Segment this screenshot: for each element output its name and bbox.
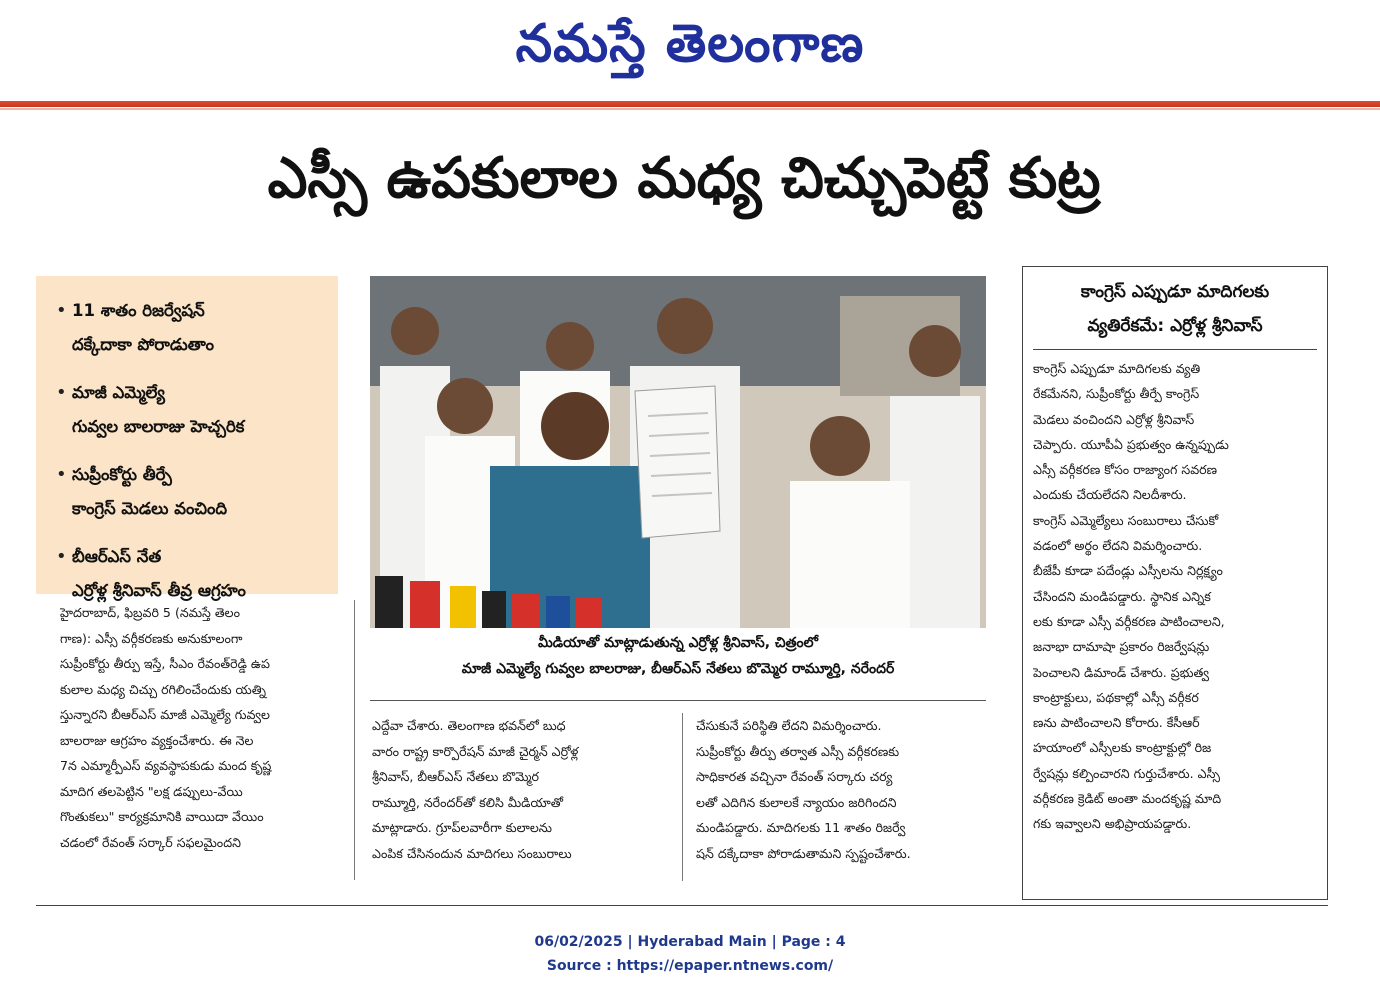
highlight-item [56,540,324,608]
sidebar-headline-line: కాంగ్రెస్ ఎప్పుడూ మాదిగలకు [1080,282,1270,302]
caption-line: మాజీ ఎమ్మెల్యే గువ్వల బాలరాజు, బీఆర్ఎస్ నేతలు బొమ్మెర రామ్మూర్తి, నరేందర్ [461,661,895,677]
article-line: చడంలో రేవంత్ సర్కార్ సఫలమైందని [60,834,241,850]
sidebar-line: మెడలు వంచిందని ఎర్రోళ్ల శ్రీనివాస్ [1033,411,1195,427]
article-line: సుప్రీంకోర్టు తీర్పు ఇస్తే, సీఎం రేవంత్‌రెడ్డి ఉప [60,656,270,671]
page-footer [0,930,1380,978]
article-line: లతో ఎదిగిన కులాలకే న్యాయం జరిగిందని [696,794,897,810]
bullet-icon: • [56,382,67,403]
bullet-icon: • [56,464,67,485]
sidebar-line: ణను పాటించాలని కోరారు. కేసీఆర్ [1033,715,1200,731]
sidebar-line: రేకమేనని, సుప్రీంకోర్టు తీర్పే కాంగ్రెస్ [1033,386,1200,402]
caption-line: మీడియాతో మాట్లాడుతున్న ఎర్రోళ్ల శ్రీనివాస్, చిత్రంలో [537,635,819,651]
article-line: మాదిగ తలపెట్టిన "లక్ష డప్పులు-వేయి [60,783,243,799]
article-line: మండిపడ్డారు. మాదిగలకు 11 శాతం రిజర్వే [696,820,906,835]
highlight-item [56,458,324,526]
highlight-line: దక్కేదాకా పోరాడుతాం [72,335,214,354]
article-line: ఎద్దేవా చేశారు. తెలంగాణ భవన్‌లో బుధ [372,718,566,733]
sidebar-article [1022,266,1328,900]
highlight-line: కాంగ్రెస్ మెడలు వంచింది [72,499,228,518]
article-line: చేసుకునే పరిస్థితి లేదని విమర్శించారు. [696,718,882,733]
sidebar-line: ఎస్సీ వర్గీకరణ కోసం రాజ్యాంగ సవరణ [1033,462,1218,478]
sidebar-body [1033,356,1317,837]
sidebar-line: పెంచాలని డిమాండ్ చేశారు. ప్రభుత్వ [1033,664,1210,680]
footer-date-edition: 06/02/2025 | Hyderabad Main | Page : 4 [534,934,846,950]
article-line: సుప్రీంకోర్టు తీర్పు తర్వాత ఎస్సీ వర్గీకరణకు [696,743,900,759]
bullet-icon: • [56,300,67,321]
article-line: వారం రాష్ట్ర కార్పొరేషన్ మాజీ చైర్మన్ ఎర్రోళ్ల [372,743,579,759]
sidebar-line: బీజేపీ కూడా పదేండ్లు ఎస్సీలను నిర్లక్ష్యం [1033,563,1223,579]
sidebar-line: ఎందుకు చేయలేదని నిలదీశారు. [1033,487,1187,503]
sidebar-headline-line: వ్యతిరేకమే: ఎర్రోళ్ల శ్రీనివాస్ [1087,316,1263,336]
article-line: గొంతుకలు" కార్యక్రమానికి వాయిదా వేయిం [60,809,264,824]
article-line: బాలరాజు ఆగ్రహం వ్యక్తంచేశారు. ఈ నెల [60,732,254,748]
sidebar-line: కాంగ్రెస్ ఎప్పుడూ మాదిగలకు వ్యతి [1033,361,1201,376]
sidebar-line: లకు కూడా ఎస్సీ వర్గీకరణ పాటించాలని, [1033,613,1225,629]
sidebar-line: జనాభా దామాషా ప్రకారం రిజర్వేషన్లు [1033,639,1210,655]
article-line: హైదరాబాద్, ఫిబ్రవరి 5 (నమస్తే తెలం [60,605,240,620]
article-line: ఎంపిక చేసినందున మాదిగలు సంబురాలు [372,845,572,861]
sidebar-line: కాంట్రాక్టులు, పథకాల్లో ఎస్సీ వర్గీకర [1033,689,1199,705]
highlight-item [56,294,324,362]
article-line: కులాల మధ్య చిచ్చు రగిలించేందుకు యత్ని [60,681,266,697]
highlights-box [36,276,338,600]
article-line: గాణ): ఎస్సీ వర్గీకరణకు అనుకూలంగా [60,630,243,646]
sidebar-line: హయాంలో ఎస్సీలకు కాంట్రాక్టుల్లో రిజ [1033,740,1212,756]
highlight-line: మాజీ ఎమ్మెల్యే [72,383,165,402]
sidebar-line: చేసిందని మండిపడ్డారు. స్థానిక ఎన్నిక [1033,588,1211,604]
article-line: శ్రీనివాస్, బీఆర్ఎస్ నేతలు బొమ్మెర [372,769,539,784]
masthead-rule [0,101,1380,107]
masthead-title: నమస్తే తెలంగాణ [515,13,865,74]
article-line: 7న ఎమ్మార్పీఎస్ వ్యవస్థాపకుడు మంద కృష్ణ [60,758,272,773]
sidebar-line: గకు ఇవ్వాలని అభిప్రాయపడ్డారు. [1033,816,1192,832]
article-line: రామ్మూర్తి, నరేందర్‌తో కలిసి మీడియాతో [372,794,563,810]
page-bottom-rule [36,905,1328,906]
highlight-line: సుప్రీంకోర్టు తీర్పే [72,465,172,484]
sidebar-line: కాంగ్రెస్ ఎమ్మెల్యేలు సంబురాలు చేసుకో [1033,512,1219,528]
column-divider [354,600,355,880]
highlight-line: 11 శాతం రిజర్వేషన్ [72,301,205,320]
sidebar-line: ర్వేషన్లు కల్పించారని గుర్తుచేశారు. ఎస్సీ [1033,765,1221,781]
article-column-1 [60,600,340,855]
sidebar-line: వడంలో అర్థం లేదని విమర్శించారు. [1033,538,1203,554]
article-headline: ఎస్సీ ఉపకులాల మధ్య చిచ్చుపెట్టే కుట్ర [267,145,1101,211]
press-conference-illustration [370,276,986,628]
footer-source: Source : https://epaper.ntnews.com/ [546,958,834,974]
article-line: సాధికారత వచ్చినా రేవంత్ సర్కారు చర్య [696,769,893,784]
photo-caption [370,630,986,690]
bullet-icon: • [56,546,67,567]
highlight-line: బీఆర్ఎస్ నేత [72,547,162,566]
highlight-line: ఎర్రోళ్ల శ్రీనివాస్ తీవ్ర ఆగ్రహం [72,581,246,600]
masthead-rule-thin [0,108,1380,110]
highlight-line: గువ్వల బాలరాజు హెచ్చరిక [72,417,245,436]
sidebar-headline [1033,275,1317,343]
caption-rule [370,700,986,701]
article-line: షన్ దక్కేదాకా పోరాడుతామని స్పష్టంచేశారు. [696,845,911,861]
column-divider [682,713,683,881]
article-line: మాట్లాడారు. గ్రూప్‌లవారీగా కులాలను [372,820,552,835]
masthead [0,0,1380,100]
highlight-item [56,376,324,444]
sidebar-divider [1033,349,1317,350]
sidebar-line: వర్గీకరణ క్రెడిట్ అంతా మందకృష్ణ మాది [1033,791,1222,807]
sidebar-line: చెప్పారు. యూపీఏ ప్రభుత్వం ఉన్నప్పుడు [1033,436,1229,452]
news-photo [370,276,986,628]
article-column-2 [372,713,668,866]
article-line: స్తున్నారని బీఆర్ఎస్ మాజీ ఎమ్మెల్యే గువ్వల [60,707,270,722]
article-column-3 [696,713,992,866]
